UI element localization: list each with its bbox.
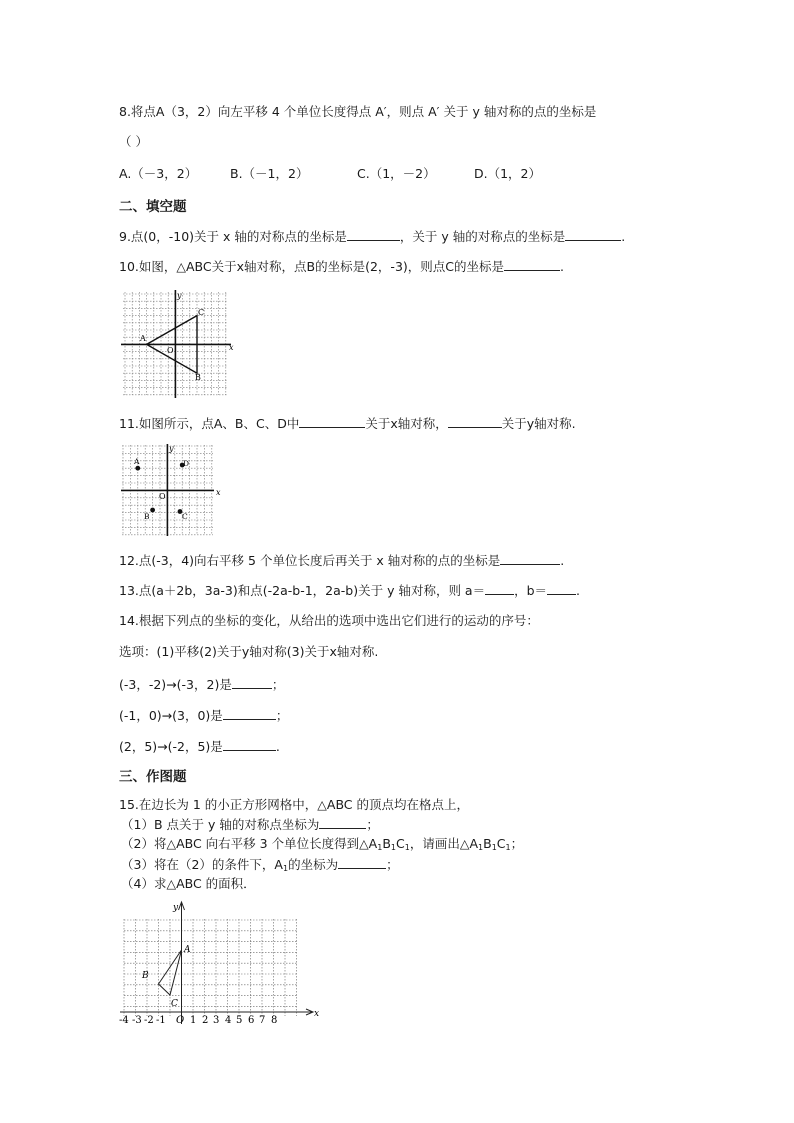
q15-figure — [116, 900, 322, 1028]
q8-option-b[interactable]: B.（－1，2） — [230, 166, 309, 181]
q13-blank-b[interactable] — [547, 582, 576, 595]
q15-origin-label: O — [176, 1015, 185, 1026]
q15-xtick: 6 — [248, 1015, 255, 1026]
q15-blank-1[interactable] — [319, 816, 366, 829]
q15-xtick: 1 — [190, 1015, 197, 1026]
q15-label-a: A — [184, 945, 191, 955]
q14-blank-3[interactable] — [223, 738, 276, 751]
q15-blank-3[interactable] — [338, 856, 386, 869]
q13-blank-a[interactable] — [485, 582, 514, 595]
q11-x-label: x — [216, 488, 221, 497]
q12-blank[interactable] — [500, 552, 560, 565]
q10-figure — [121, 290, 234, 398]
q15-part-2 — [121, 836, 523, 856]
q9-text-a: 9.点(0，-10)关于 x 轴的对称点的坐标是 — [119, 229, 347, 244]
q10-label-c: C — [198, 308, 205, 317]
q15-y-label: y — [173, 903, 179, 913]
q15-sub: 1 — [491, 843, 497, 852]
q9-text-b: ，关于 y 轴的对称点的坐标是 — [399, 229, 566, 244]
q15-part-2-text-c: C — [396, 836, 405, 851]
q10-text-a: 10.如图，△ABC关于x轴对称，点B的坐标是(2，-3)，则点C的坐标是 — [119, 259, 504, 274]
q15-xtick: 3 — [213, 1015, 220, 1026]
q15-part-3-text-b: 的坐标为 — [288, 857, 339, 872]
q14-row-3 — [119, 738, 280, 755]
q13-text-b: ，b＝ — [514, 583, 548, 598]
q11-label-b: B — [144, 512, 150, 521]
q11-y-label: y — [169, 444, 174, 453]
q10-label-b: B — [195, 373, 201, 382]
q11-origin-label: O — [159, 492, 166, 501]
q15-part-3-end: ； — [386, 857, 399, 872]
q15-label-c: C — [171, 999, 178, 1009]
q15-xtick: -4 — [119, 1015, 129, 1026]
q12 — [119, 552, 564, 569]
q11-label-a: A — [134, 457, 140, 466]
q9-blank-1[interactable] — [347, 228, 400, 241]
q10-blank[interactable] — [504, 258, 560, 271]
q15-part-1-text: （1）B 点关于 y 轴的对称点坐标为 — [121, 817, 320, 832]
q15-label-b: B — [142, 971, 149, 981]
q13-text-c: . — [576, 583, 580, 598]
q15-xtick: -3 — [132, 1015, 142, 1026]
q11-point-b — [150, 508, 155, 513]
q10-origin-label: O — [167, 346, 174, 355]
q11-text-b: 关于x轴对称， — [365, 416, 448, 431]
q14-row-1-end: ； — [271, 677, 285, 692]
q15-stem: 15.在边长为 1 的小正方形网格中，△ABC 的顶点均在格点上， — [119, 797, 470, 812]
q15-xtick: 4 — [225, 1015, 232, 1026]
q14-row-3-end: . — [275, 739, 280, 754]
q11-label-c: C — [182, 512, 188, 521]
q11-text-c: 关于y轴对称. — [501, 416, 576, 431]
q13-text-a: 13.点(a＋2b，3a-3)和点(-2a-b-1，2a-b)关于 y 轴对称，则 a＝ — [119, 583, 486, 598]
q15-part-1 — [121, 816, 379, 833]
q15-sub: 1 — [282, 864, 289, 873]
q13 — [119, 582, 580, 599]
q15-xtick: 7 — [259, 1015, 266, 1026]
q15-sub: 1 — [377, 843, 383, 852]
q9 — [119, 228, 625, 245]
q15-part-2-text-f: C — [496, 836, 506, 851]
q15-xtick: -1 — [156, 1015, 166, 1026]
q14-options: 选项：(1)平移(2)关于y轴对称(3)关于x轴对称. — [119, 644, 379, 659]
section-heading-drawing: 三、作图题 — [119, 769, 187, 785]
section-heading-fill-in: 二、填空题 — [119, 199, 187, 215]
q15-grid — [124, 919, 297, 1016]
q8-answer-paren: （ ） — [119, 134, 148, 149]
q11 — [119, 415, 576, 432]
q10-label-a: A — [140, 334, 146, 343]
q15-sub: 1 — [505, 843, 511, 852]
q8-option-a[interactable]: A.（－3，2） — [119, 166, 198, 181]
q10 — [119, 258, 564, 275]
q15-part-3-text-a: （3）将在（2）的条件下，A — [121, 857, 283, 872]
q15-part-2-text-d: ，请画出△A — [409, 836, 479, 851]
q15-part-3 — [121, 856, 399, 877]
q14-row-1-text: (-3，-2)→(-3，2)是 — [119, 677, 232, 692]
q9-blank-2[interactable] — [565, 228, 621, 241]
q11-text-a: 11.如图所示，点A、B、C、D中 — [119, 416, 300, 431]
q15-xtick: 2 — [202, 1015, 209, 1026]
q9-text-c: . — [621, 229, 626, 244]
q11-blank-1[interactable] — [299, 415, 365, 428]
q15-sub: 1 — [390, 843, 397, 852]
q15-part-4: （4）求△ABC 的面积． — [121, 876, 256, 891]
q15-part-1-end: ； — [366, 817, 379, 832]
q10-y-label: y — [177, 291, 182, 300]
q15-sub: 1 — [478, 843, 484, 852]
q15-xtick: 8 — [271, 1015, 278, 1026]
q14-row-1 — [119, 676, 284, 693]
q15-part-2-text-e: B — [483, 836, 492, 851]
q14-row-3-text: (2，5)→(-2，5)是 — [119, 739, 223, 754]
q12-text-b: . — [560, 553, 565, 568]
q15-part-2-end: ； — [510, 836, 524, 851]
q14-blank-2[interactable] — [223, 707, 276, 720]
q11-label-d: D — [183, 459, 190, 468]
q11-figure — [121, 444, 221, 536]
q15-part-2-text-a: （2）将△ABC 向右平移 3 个单位长度得到△A — [121, 836, 378, 851]
q8-options — [119, 166, 541, 182]
q15-part-2-text-b: B — [382, 836, 391, 851]
q12-text-a: 12.点(-3，4)向右平移 5 个单位长度后再关于 x 轴对称的点的坐标是 — [119, 553, 501, 568]
q10-x-label: x — [229, 343, 234, 352]
q14-row-2 — [119, 707, 288, 724]
q11-blank-2[interactable] — [448, 415, 502, 428]
q14-row-2-text: (-1，0)→(3，0)是 — [119, 708, 223, 723]
q14-row-2-end: ； — [275, 708, 289, 723]
q15-x-label: x — [314, 1009, 320, 1019]
q15-xtick: -2 — [144, 1015, 154, 1026]
q15-sub: 1 — [404, 843, 410, 852]
q14-stem: 14.根据下列点的坐标的变化，从给出的选项中选出它们进行的运动的序号： — [119, 613, 539, 628]
q11-point-a — [135, 466, 140, 471]
q8-stem: 8.将点A（3，2）向左平移 4 个单位长度得点 A′，则点 A′ 关于 y 轴对称的点的坐标是 — [119, 104, 597, 119]
q14-blank-1[interactable] — [232, 676, 272, 689]
q8-option-c[interactable]: C.（1，－2） — [357, 166, 436, 181]
q10-text-b: . — [560, 259, 564, 274]
q15-xtick: 5 — [236, 1015, 243, 1026]
q8-option-d[interactable]: D.（1，2） — [474, 166, 542, 181]
